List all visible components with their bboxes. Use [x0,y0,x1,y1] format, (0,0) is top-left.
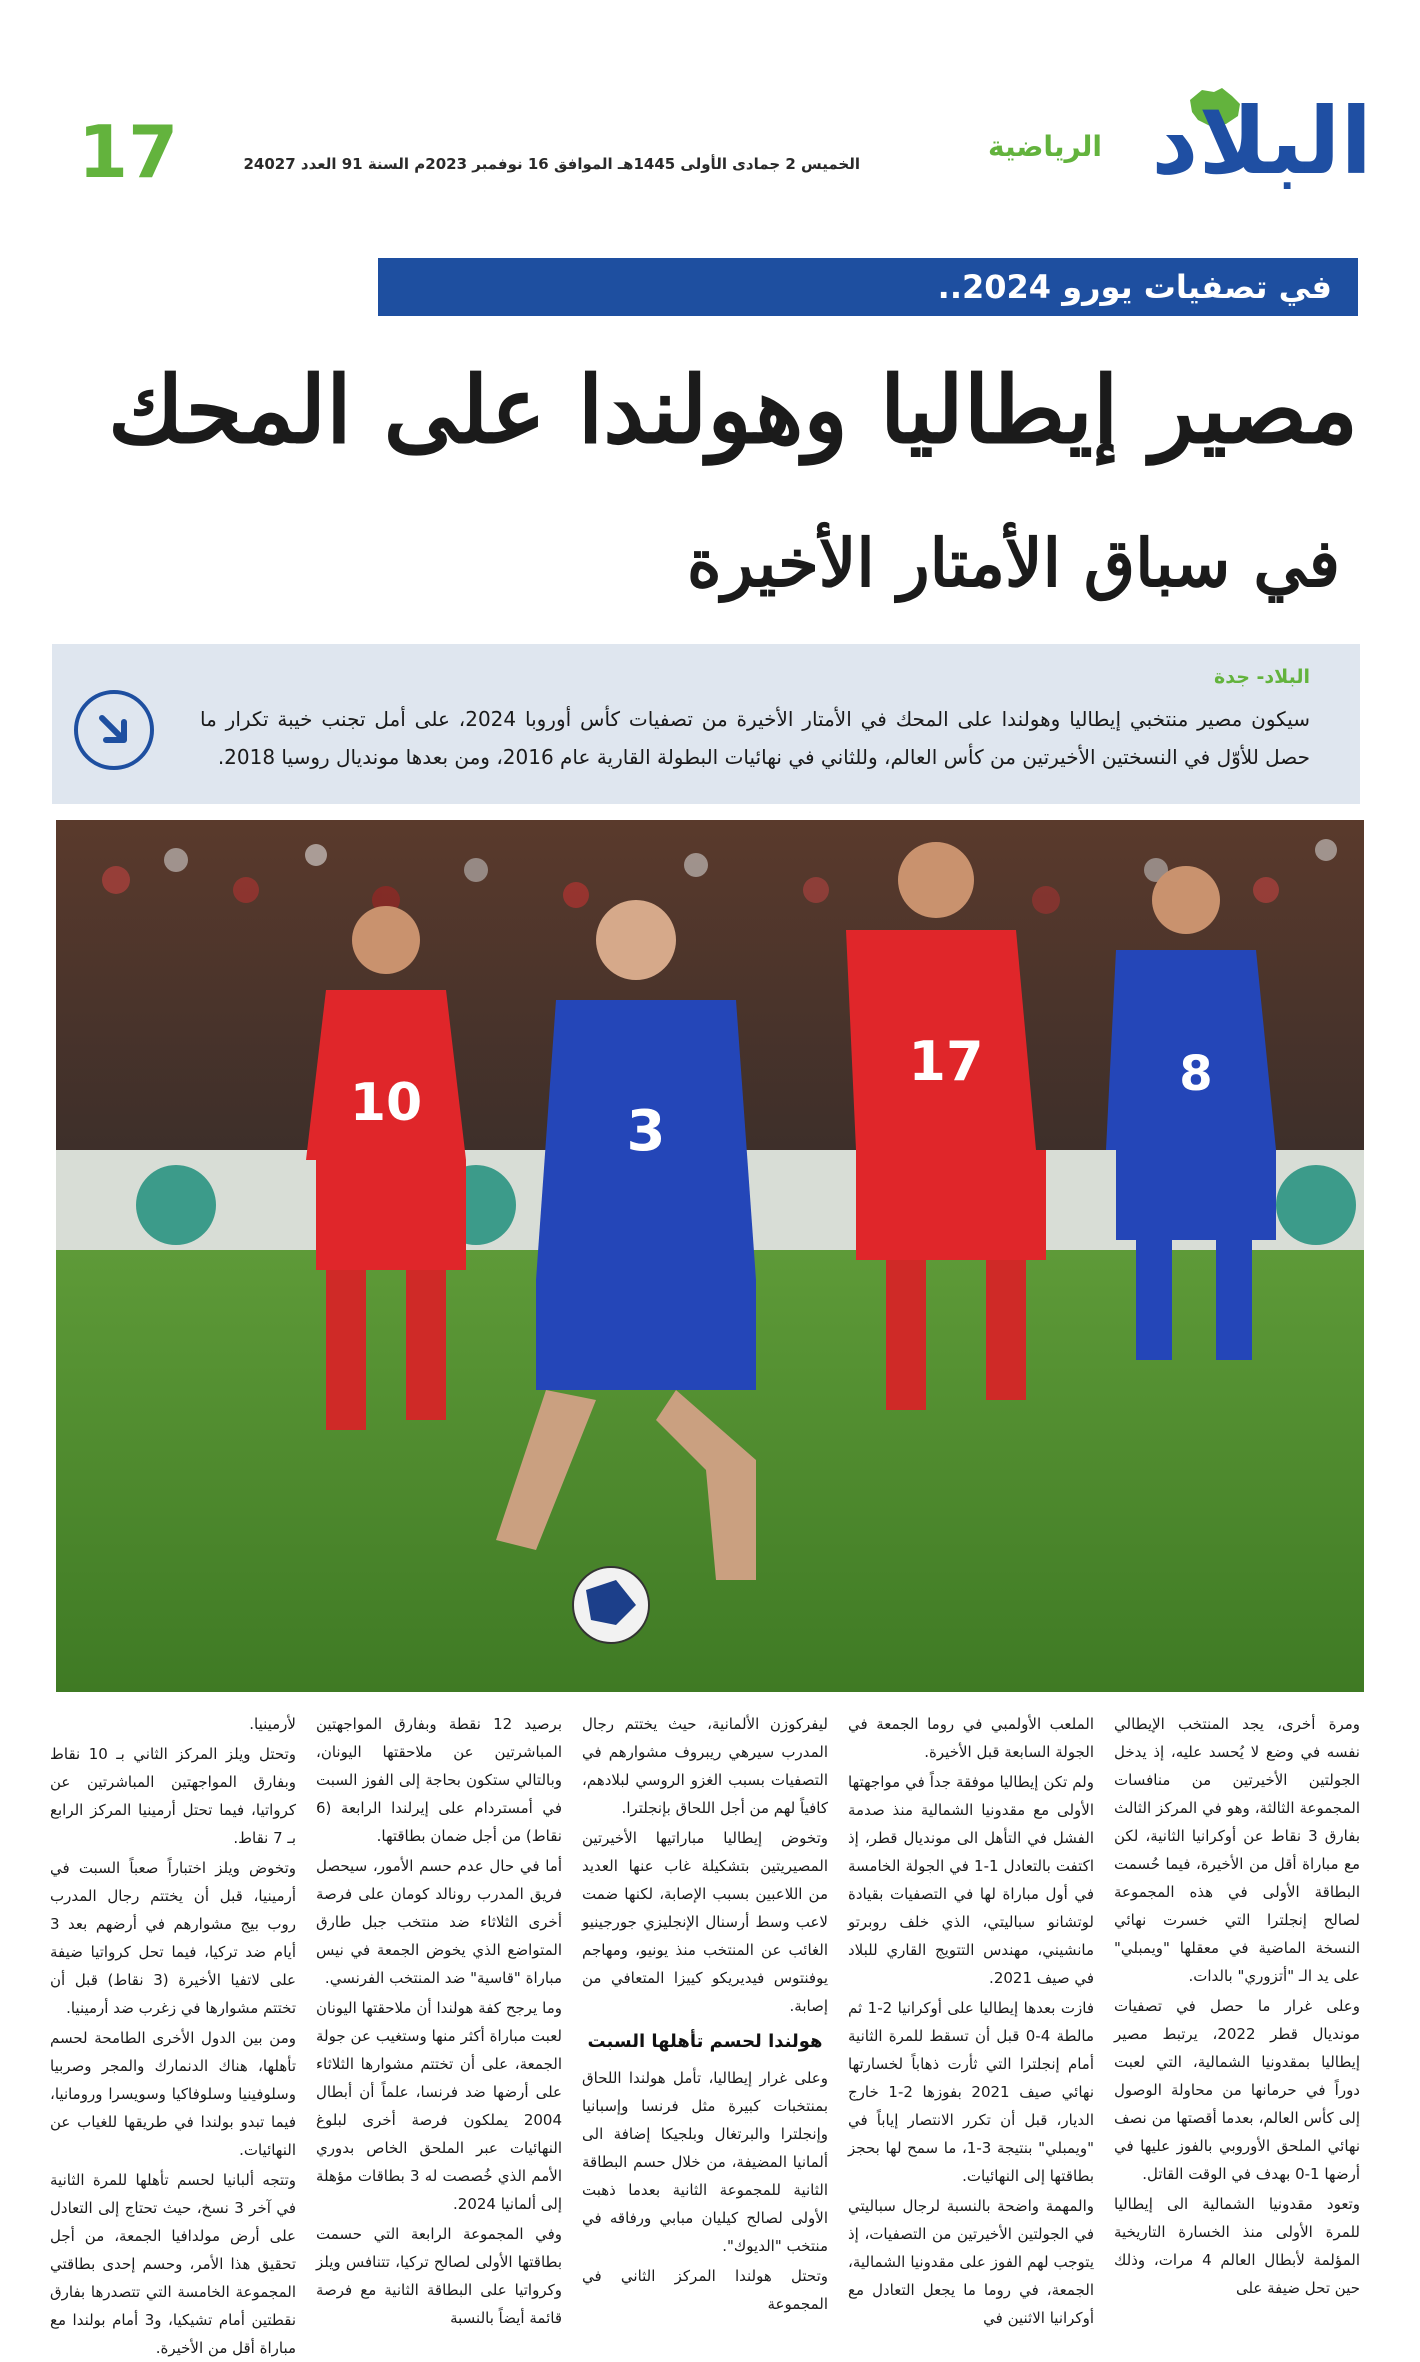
article-body [50,1710,1361,2357]
paragraph: لأرمينيا. [249,1715,296,1733]
byline: البلاد- جدة [1214,666,1310,688]
player-number: 10 [349,1073,423,1133]
player-number: 8 [1179,1046,1213,1102]
paragraph: وعلى غرار ما حصل في تصفيات مونديال قطر 2022، يرتبط مصير إيطاليا بمقدونيا الشمالية، التي لعبت دوراً في حرمانها من محاولة الوصول إلى كأس العالم، بعدما أقصتها من نصف نهائي الملحق الأوروبي بالفوز عليها في أرضها 1-0 بهدف في الوقت القاتل. [1114,1997,1360,2183]
paragraph: وتحتل هولندا المركز الثاني في المجموعة [582,2267,828,2313]
player-number: 3 [626,1099,666,1164]
issue-date-line: الخميس 2 جمادى الأولى 1445هـ الموافق 16 نوفمبر 2023م السنة 91 العدد 24027 [243,155,860,173]
subheadline: في سباق الأمتار الأخيرة [687,524,1340,602]
paragraph: وتحتل ويلز المركز الثاني بـ 10 نقاط وبفارق المواجهتين المباشرتين عن كرواتيا، فيما تحتل أرمينيا المركز الرابع بـ 7 نقاط. [50,1745,296,1847]
kicker-banner: في تصفيات يورو 2024.. [378,258,1358,316]
paragraph: ومرة أخرى، يجد المنتخب الإيطالي نفسه في وضع لا يُحسد عليه، إذ يدخل الجولتين الأخيرتين من منافسات المجموعة الثالثة، وهو في المركز الثالث بفارق 3 نقاط عن أوكرانيا الثانية، لكن مع مباراة أقل من الأخيرة، فيما حُسمت البطاقة الأولى في هذه المجموعة لصالح إنجلترا التي خسرت نهائي النسخة الماضية في معقلها "ويمبلي" على يد الـ "أتزوري" بالدات. [1114,1715,1361,1985]
paragraph: ليفركوزن الألمانية، حيث يختتم رجال المدرب سيرهي ريبروف مشوارهم في التصفيات بسبب الغزو الروسي لبلادهم، كافياً لهم من أجل اللحاق بإنجلترا. [582,1715,828,1817]
paragraph: وتعود مقدونيا الشمالية الى إيطاليا للمرة الأولى منذ الخسارة التاريخية المؤلمة لأبطال العالم 4 مرات، وذلك حين تحل ضيفة على [1114,2195,1360,2297]
arrow-down-right-icon [74,690,154,770]
article-subheading: هولندا لحسم تأهلها السبت [587,2031,823,2052]
paragraph: الملعب الأولمبي في روما الجمعة في الجولة السابعة قبل الأخيرة. [848,1715,1094,1761]
article-column-1 [1114,1710,1361,2297]
lede-box [52,644,1360,804]
football-scene [56,820,1364,1692]
logo-wordmark: البلاد [1151,88,1372,195]
player-number: 17 [908,1030,984,1093]
lede-text: سيكون مصير منتخبي إيطاليا وهولندا على المحك في الأمتار الأخيرة من تصفيات كأس أوروبا 2024، على أمل تجنب خيبة تكرار ما حصل للأوّل في النسختين الأخيرتين من كأس العالم، وللثاني في نهائيات البطولة القارية عام 2016، ومن بعدها مونديال روسيا 2018. [200,707,1310,769]
paragraph: برصيد 12 نقطة وبفارق المواجهتين المباشرتين عن ملاحقتها اليونان، وبالتالي ستكون بحاجة إلى الفوز السبت في أمستردام على إيرلندا الرابعة (6 نقاط) من أجل ضمان بطاقتها. [316,1715,562,1845]
page-number: 17 [78,110,179,194]
newspaper-logo [1112,82,1372,202]
paragraph: وفي المجموعة الرابعة التي حسمت بطاقتها الأولى لصالح تركيا، تتنافس ويلز وكرواتيا على البطاقة الثانية مع فرصة قائمة أيضاً بالنسبة [316,2225,562,2327]
article-column-3 [582,1710,828,2313]
article-column-4 [316,1710,562,2327]
headline: مصير إيطاليا وهولندا على المحك [107,356,1358,464]
match-photo [56,820,1364,1692]
paragraph: وعلى غرار إيطاليا، تأمل هولندا اللحاق بمنتخبات كبيرة مثل فرنسا وإسبانيا وإنجلترا والبرتغال وبلجيكا إضافة الى ألمانيا المضيفة، من خلال حسم البطاقة الثانية للمجموعة الثانية بعدما ذهبت الأولى لصالح كيليان مبابي ورفاقه في منتخب "الديوك". [582,2069,828,2255]
paragraph: وتخوض إيطاليا مباراتيها الأخيرتين المصيريتين بتشكيلة غاب عنها العديد من اللاعبين بسبب الإصابة، لكنها ضمت لاعب وسط أرسنال الإنجليزي جورجينيو الغائب عن المنتخب منذ يونيو، ومهاجم يوفنتوس فيديريكو كييزا المتعافي من إصابة. [582,1829,828,2015]
paragraph: وتخوض ويلز اختباراً صعباً السبت في أرمينيا، قبل أن يختتم رجال المدرب روب بيج مشوارهم في أرضهم بعد 3 أيام ضد تركيا، فيما تحل كرواتيا ضيفة على لاتفيا الأخيرة (3 نقاط) قبل أن تختتم مشوارها في زغرب ضد أرمينيا. [50,1859,296,2017]
section-name: الرياضية [987,130,1102,163]
paragraph: فازت بعدها إيطاليا على أوكرانيا 2-1 ثم مالطة 4-0 قبل أن تسقط للمرة الثانية أمام إنجلترا التي ثأرت ذهاباً لخسارتها نهائي صيف 2021 بفوزها 2-1 خارج الديار، قبل أن تكرر الانتصار إياباً في "ويمبلي" بنتيجة 3-1، ما سمح لها بحجز بطاقتها إلى النهائيات. [848,1999,1094,2185]
paragraph: وتتجه ألبانيا لحسم تأهلها للمرة الثانية في آخر 3 نسخ، حيث تحتاج إلى التعادل على أرض مولدافيا الجمعة، من أجل تحقيق هذا الأمر، وحسم إحدى بطاقتي المجموعة الخامسة التي تتصدرها بفارق نقطتين أمام تشيكيا، و3 أمام بولندا مع مباراة أقل من الأخيرة. [50,2171,296,2357]
football [573,1567,649,1643]
paragraph: وما يرجح كفة هولندا أن ملاحقتها اليونان لعبت مباراة أكثر منها وستغيب عن جولة الجمعة، على أن تختتم مشوارها الثلاثاء على أرضها ضد فرنسا، علماً أن أبطال 2004 يملكون فرصة أخرى لبلوغ النهائيات عبر الملحق الخاص بدوري الأمم الذي خُصصت له 3 بطاقات مؤهلة إلى ألمانيا 2024. [316,1999,562,2213]
paragraph: أما في حال عدم حسم الأمور، سيحصل فريق المدرب رونالد كومان على فرصة أخرى الثلاثاء ضد منتخب جبل طارق المتواضع الذي يخوض الجمعة في نيس مباراة "قاسية" ضد المنتخب الفرنسي. [316,1857,562,1987]
paragraph: ولم تكن إيطاليا موفقة جداً في مواجهتها الأولى مع مقدونيا الشمالية منذ صدمة الفشل في التأهل الى مونديال قطر، إذ اكتفت بالتعادل 1-1 في الجولة الخامسة في أول مباراة لها في التصفيات بقيادة لوتشانو سباليتي، الذي خلف روبرتو مانشيني، مهندس التتويج القاري للبلاد في صيف 2021. [848,1773,1094,1987]
article-column-2 [848,1710,1094,2327]
article-column-5 [50,1710,296,2357]
paragraph: والمهمة واضحة بالنسبة لرجال سباليتي في الجولتين الأخيرتين من التصفيات، إذ يتوجب لهم الفوز على مقدونيا الشمالية، الجمعة، في روما ما يجعل التعادل مع أوكرانيا الاثنين في [848,2197,1094,2327]
paragraph: ومن بين الدول الأخرى الطامحة لحسم تأهلها، هناك الدنمارك والمجر وصربيا وسلوفينيا وسلوفاكيا وسويسرا ورومانيا، فيما تبدو بولندا في طريقها للغياب عن النهائيات. [50,2029,296,2159]
